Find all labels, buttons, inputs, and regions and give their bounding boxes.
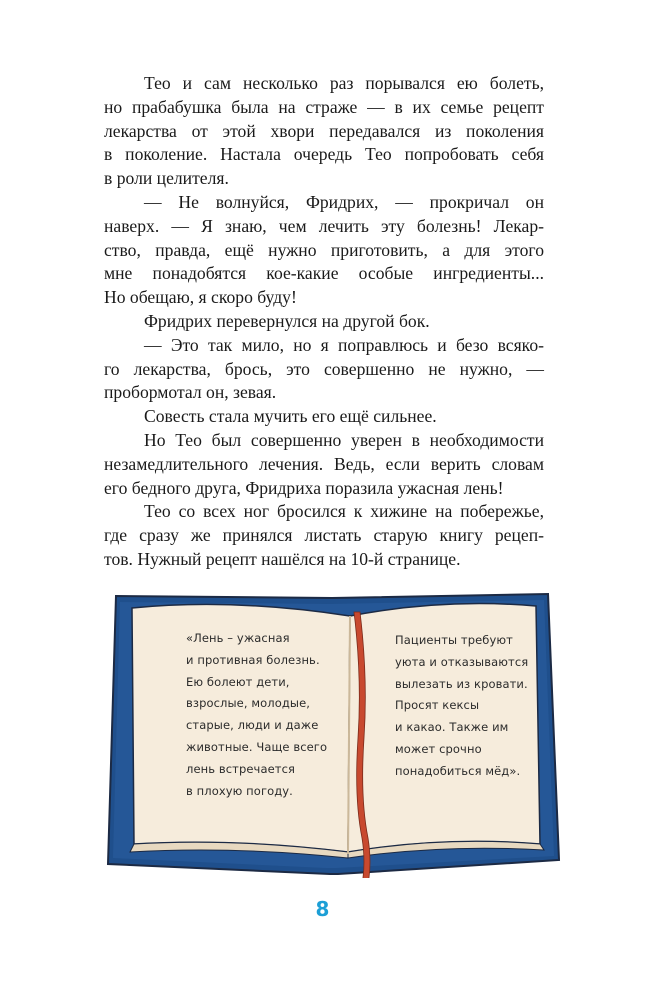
book-text-line: понадобиться мёд». xyxy=(395,763,521,778)
book-text-line: взрослые, молодые, xyxy=(186,696,311,711)
text-line: Тео и сам несколько раз порывался ею болеть, xyxy=(144,73,544,93)
book-text-line: и какао. Также им xyxy=(395,720,509,735)
text-line: — Не волнуйся, Фридрих, — прокричал он xyxy=(144,191,544,212)
text-line: наверх. — Я знаю, чем лечить эту болезнь! Лекар- xyxy=(104,215,544,236)
book-text-line: лень встречается xyxy=(186,761,296,776)
paragraph xyxy=(104,72,544,191)
page-number: 8 xyxy=(315,897,330,921)
text-line: пробормотал он, зевая. xyxy=(104,382,277,403)
body-text xyxy=(104,72,544,572)
text-line: — Это так мило, но я поправлюсь и безо всяко- xyxy=(144,334,544,355)
book-text-line: в плохую погоду. xyxy=(186,783,293,798)
book-text-line: старые, люди и даже xyxy=(186,718,319,733)
paragraph xyxy=(104,500,544,571)
text-line: Фридрих перевернулся на другой бок. xyxy=(144,310,430,331)
text-line: в поколение. Настала очередь Тео попробовать себя xyxy=(104,144,544,165)
text-line: но прабабушка была на страже — в их семье рецепт xyxy=(104,96,544,117)
book-text-line: «Лень – ужасная xyxy=(186,631,290,645)
text-line: где сразу же принялся листать старую книгу рецеп- xyxy=(104,525,544,546)
text-line: лекарства от этой хвори передавался из поколения xyxy=(104,120,544,141)
book-text-line: вылезать из кровати. xyxy=(395,676,528,691)
book-text-line: Просят кексы xyxy=(395,698,480,713)
book-text-line: Пациенты требуют xyxy=(395,633,513,647)
text-line: в роли целителя. xyxy=(104,168,229,189)
text-line: его бедного друга, Фридриха поразила ужасная лень! xyxy=(104,477,504,498)
paragraph xyxy=(104,334,544,405)
text-line: тов. Нужный рецепт нашёлся на 10-й странице. xyxy=(104,548,461,569)
paragraph xyxy=(104,191,544,310)
paragraph xyxy=(104,310,544,334)
text-line: Совесть стала мучить его ещё сильнее. xyxy=(144,406,437,427)
text-line: Но обещаю, я скоро буду! xyxy=(104,287,297,308)
right-page-text xyxy=(395,630,528,783)
text-line: Но Тео был совершенно уверен в необходимости xyxy=(144,429,544,450)
text-line: ство, правда, ещё нужно приготовить, а для этого xyxy=(104,239,544,260)
book-text-line: животные. Чаще всего xyxy=(186,739,328,754)
book-text-line: уюта и отказываются xyxy=(395,654,529,669)
text-line: Тео со всех ног бросился к хижине на побережье, xyxy=(144,501,544,522)
text-line: го лекарства, брось, это совершенно не нужно, — xyxy=(104,358,544,379)
paragraph xyxy=(104,429,544,500)
paragraph xyxy=(104,405,544,429)
left-page-text xyxy=(186,628,327,802)
book-text-line: Ею болеют дети, xyxy=(186,674,290,689)
book-text-line: может срочно xyxy=(395,741,482,756)
book-text-line: и противная болезнь. xyxy=(186,652,320,667)
text-line: незамедлительного лечения. Ведь, если верить словам xyxy=(104,453,544,474)
text-line: мне понадобятся кое-какие особые ингредиенты... xyxy=(104,263,544,284)
